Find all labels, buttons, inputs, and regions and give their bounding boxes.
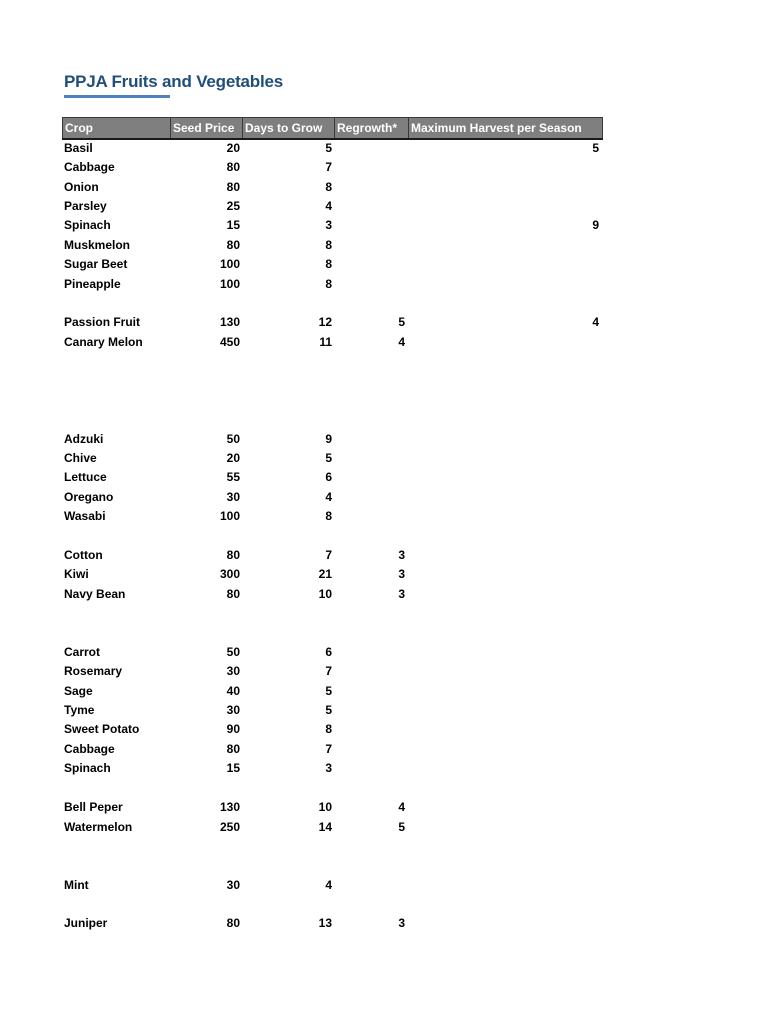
- cell-seed-price: 15: [226, 218, 240, 232]
- cell-regrowth: 3: [398, 548, 405, 562]
- title-underline: [64, 95, 170, 98]
- cell-seed-price: 130: [219, 315, 240, 329]
- cell-max-harvest: [408, 178, 599, 197]
- cell-days-to-grow: 9: [325, 432, 332, 446]
- cell-days-to-grow: 8: [325, 509, 332, 523]
- table-header: [62, 117, 603, 140]
- table-row: [0, 197, 768, 216]
- cell-seed-price: 25: [226, 199, 240, 213]
- cell-crop: Parsley: [64, 199, 107, 213]
- cell-regrowth: [334, 740, 405, 759]
- cell-seed-price: 50: [226, 645, 240, 659]
- cell-seed-price: 100: [219, 277, 240, 291]
- cell-seed-price: 20: [226, 451, 240, 465]
- cell-regrowth: [334, 759, 405, 778]
- cell-crop: Chive: [64, 451, 97, 465]
- cell-max-harvest: [408, 333, 599, 352]
- cell-crop: Carrot: [64, 645, 101, 659]
- table-row: [0, 488, 768, 507]
- cell-max-harvest: [408, 701, 599, 720]
- cell-max-harvest: [408, 682, 599, 701]
- table-row: [0, 876, 768, 895]
- cell-regrowth: 4: [398, 335, 405, 349]
- cell-days-to-grow: 10: [318, 587, 332, 601]
- page-title: PPJA Fruits and Vegetables: [64, 72, 284, 91]
- table-row: [0, 333, 768, 352]
- cell-max-harvest: 5: [592, 141, 599, 155]
- cell-crop: Cabbage: [64, 160, 115, 174]
- cell-crop: Rosemary: [64, 664, 123, 678]
- cell-regrowth: [334, 449, 405, 468]
- cell-crop: Sweet Potato: [64, 722, 140, 736]
- cell-max-harvest: [408, 720, 599, 739]
- cell-seed-price: 80: [226, 916, 240, 930]
- cell-max-harvest: [408, 565, 599, 584]
- cell-regrowth: [334, 682, 405, 701]
- cell-crop: Canary Melon: [64, 335, 143, 349]
- cell-regrowth: [334, 275, 405, 294]
- cell-regrowth: [334, 507, 405, 526]
- cell-max-harvest: [408, 759, 599, 778]
- cell-max-harvest: [408, 236, 599, 255]
- cell-regrowth: 3: [398, 587, 405, 601]
- cell-max-harvest: [408, 643, 599, 662]
- cell-crop: Oregano: [64, 490, 114, 504]
- cell-regrowth: [334, 158, 405, 177]
- table-row: [0, 507, 768, 526]
- cell-seed-price: 30: [226, 490, 240, 504]
- cell-seed-price: 55: [226, 470, 240, 484]
- cell-seed-price: 40: [226, 684, 240, 698]
- cell-crop: Watermelon: [64, 820, 133, 834]
- table-row: [0, 216, 768, 235]
- header-max-harvest: Maximum Harvest per Season: [411, 121, 582, 135]
- cell-seed-price: 450: [219, 335, 240, 349]
- table-row: [0, 449, 768, 468]
- cell-regrowth: 5: [398, 315, 405, 329]
- cell-days-to-grow: 8: [325, 257, 332, 271]
- cell-max-harvest: [408, 740, 599, 759]
- table-row: [0, 313, 768, 332]
- cell-crop: Wasabi: [64, 509, 106, 523]
- table-row: [0, 178, 768, 197]
- table-row: [0, 759, 768, 778]
- cell-regrowth: [334, 430, 405, 449]
- cell-regrowth: [334, 701, 405, 720]
- cell-seed-price: 130: [219, 800, 240, 814]
- cell-crop: Navy Bean: [64, 587, 126, 601]
- cell-max-harvest: [408, 914, 599, 933]
- cell-regrowth: [334, 139, 405, 158]
- cell-regrowth: [334, 178, 405, 197]
- cell-days-to-grow: 6: [325, 470, 332, 484]
- cell-max-harvest: [408, 876, 599, 895]
- table-row: [0, 468, 768, 487]
- table-row: [0, 236, 768, 255]
- cell-max-harvest: 4: [592, 315, 599, 329]
- cell-max-harvest: 9: [592, 218, 599, 232]
- cell-seed-price: 80: [226, 180, 240, 194]
- cell-days-to-grow: 11: [319, 335, 332, 349]
- table-row: [0, 720, 768, 739]
- cell-max-harvest: [408, 430, 599, 449]
- cell-crop: Mint: [64, 878, 89, 892]
- cell-days-to-grow: 8: [325, 722, 332, 736]
- cell-days-to-grow: 8: [325, 277, 332, 291]
- cell-days-to-grow: 7: [325, 548, 332, 562]
- cell-regrowth: [334, 643, 405, 662]
- cell-regrowth: [334, 720, 405, 739]
- cell-regrowth: [334, 197, 405, 216]
- cell-crop: Pineapple: [64, 277, 121, 291]
- cell-seed-price: 90: [226, 722, 240, 736]
- cell-regrowth: 5: [398, 820, 405, 834]
- cell-days-to-grow: 5: [325, 451, 332, 465]
- cell-regrowth: 3: [398, 567, 405, 581]
- cell-crop: Sugar Beet: [64, 257, 128, 271]
- cell-crop: Sage: [64, 684, 93, 698]
- header-days-to-grow: Days to Grow: [243, 118, 335, 139]
- cell-days-to-grow: 3: [325, 218, 332, 232]
- cell-seed-price: 100: [219, 257, 240, 271]
- cell-crop: Cabbage: [64, 742, 115, 756]
- cell-crop: Cotton: [64, 548, 103, 562]
- table-row: [0, 701, 768, 720]
- cell-days-to-grow: 21: [318, 567, 332, 581]
- cell-max-harvest: [408, 488, 599, 507]
- cell-regrowth: [334, 488, 405, 507]
- cell-crop: Onion: [64, 180, 99, 194]
- cell-days-to-grow: 12: [318, 315, 332, 329]
- cell-days-to-grow: 14: [318, 820, 332, 834]
- table-row: [0, 275, 768, 294]
- cell-regrowth: [334, 468, 405, 487]
- cell-seed-price: 15: [226, 761, 240, 775]
- table-row: [0, 818, 768, 837]
- cell-days-to-grow: 5: [325, 141, 332, 155]
- cell-seed-price: 250: [219, 820, 240, 834]
- cell-days-to-grow: 10: [318, 800, 332, 814]
- table-row: [0, 682, 768, 701]
- cell-seed-price: 30: [226, 703, 240, 717]
- cell-seed-price: 30: [226, 878, 240, 892]
- cell-max-harvest: [408, 662, 599, 681]
- cell-max-harvest: [408, 449, 599, 468]
- cell-days-to-grow: 5: [325, 684, 332, 698]
- cell-days-to-grow: 4: [325, 490, 332, 504]
- cell-days-to-grow: 6: [325, 645, 332, 659]
- cell-days-to-grow: 8: [325, 238, 332, 252]
- table-row: [0, 585, 768, 604]
- cell-seed-price: 100: [219, 509, 240, 523]
- cell-max-harvest: [408, 818, 599, 837]
- cell-max-harvest: [408, 468, 599, 487]
- cell-seed-price: 80: [226, 160, 240, 174]
- cell-max-harvest: [408, 798, 599, 817]
- cell-regrowth: 3: [398, 916, 405, 930]
- cell-crop: Tyme: [64, 703, 95, 717]
- cell-crop: Bell Peper: [64, 800, 123, 814]
- table-row: [0, 255, 768, 274]
- table-row: [0, 139, 768, 158]
- cell-days-to-grow: 7: [325, 664, 332, 678]
- cell-regrowth: [334, 662, 405, 681]
- cell-crop: Lettuce: [64, 470, 107, 484]
- cell-seed-price: 300: [219, 567, 240, 581]
- cell-seed-price: 30: [226, 664, 240, 678]
- header-regrowth: Regrowth*: [335, 118, 409, 139]
- cell-seed-price: 80: [226, 548, 240, 562]
- cell-days-to-grow: 7: [325, 742, 332, 756]
- table-row: [0, 643, 768, 662]
- cell-seed-price: 80: [226, 587, 240, 601]
- table-row: [0, 740, 768, 759]
- cell-max-harvest: [408, 507, 599, 526]
- cell-crop: Kiwi: [64, 567, 89, 581]
- table-row: [0, 158, 768, 177]
- table-row: [0, 430, 768, 449]
- cell-regrowth: [334, 216, 405, 235]
- cell-days-to-grow: 8: [325, 180, 332, 194]
- header-seed-price: Seed Price: [171, 118, 243, 139]
- table-row: [0, 662, 768, 681]
- cell-max-harvest: [408, 275, 599, 294]
- cell-crop: Spinach: [64, 761, 111, 775]
- cell-regrowth: [334, 236, 405, 255]
- cell-max-harvest: [408, 197, 599, 216]
- cell-days-to-grow: 3: [325, 761, 332, 775]
- cell-regrowth: [334, 876, 405, 895]
- cell-max-harvest: [408, 255, 599, 274]
- cell-regrowth: 4: [398, 800, 405, 814]
- cell-days-to-grow: 5: [325, 703, 332, 717]
- table-row: [0, 565, 768, 584]
- table-row: [0, 798, 768, 817]
- cell-seed-price: 80: [226, 742, 240, 756]
- cell-max-harvest: [408, 546, 599, 565]
- cell-days-to-grow: 7: [325, 160, 332, 174]
- cell-crop: Basil: [64, 141, 93, 155]
- cell-crop: Muskmelon: [64, 238, 131, 252]
- cell-max-harvest: [408, 158, 599, 177]
- cell-seed-price: 20: [226, 141, 240, 155]
- cell-crop: Spinach: [64, 218, 111, 232]
- table-row: [0, 914, 768, 933]
- cell-crop: Passion Fruit: [64, 315, 141, 329]
- cell-days-to-grow: 13: [318, 916, 332, 930]
- cell-regrowth: [334, 255, 405, 274]
- cell-crop: Adzuki: [64, 432, 104, 446]
- cell-seed-price: 80: [226, 238, 240, 252]
- cell-seed-price: 50: [226, 432, 240, 446]
- cell-days-to-grow: 4: [325, 199, 332, 213]
- cell-max-harvest: [408, 585, 599, 604]
- table-row: [0, 546, 768, 565]
- cell-crop: Juniper: [64, 916, 108, 930]
- cell-days-to-grow: 4: [325, 878, 332, 892]
- header-crop: Crop: [63, 118, 171, 139]
